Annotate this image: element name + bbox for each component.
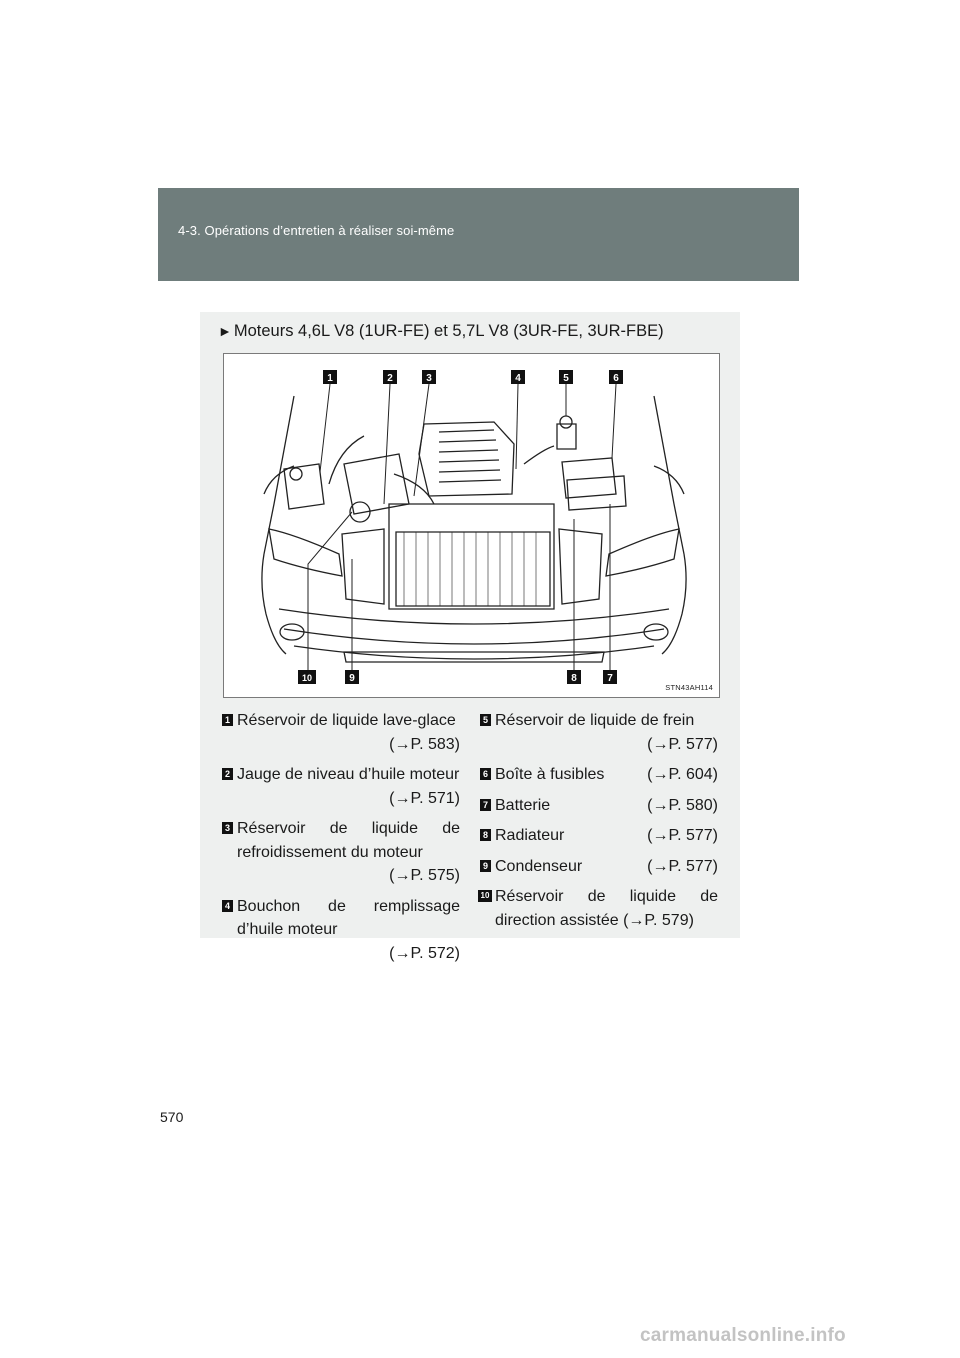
legend-right-column	[480, 709, 718, 939]
engine-drawing	[224, 354, 721, 699]
svg-text:6: 6	[613, 373, 619, 384]
legend-item: 6 Boîte à fusibles (→P. 604)	[480, 763, 718, 787]
item-number-badge: 7	[480, 799, 491, 811]
section-header	[158, 188, 799, 281]
page-reference: (→P. 580)	[647, 796, 718, 814]
page-reference: (→P. 572)	[389, 944, 460, 962]
page-reference: (→P. 579)	[623, 911, 694, 929]
engine-subtitle: ► Moteurs 4,6L V8 (1UR-FE) et 5,7L V8 (3UR-FE, 3UR-FBE)	[218, 322, 664, 340]
page-reference: (→P. 577)	[647, 827, 718, 844]
page-reference: (→P. 571)	[389, 789, 460, 807]
svg-text:9: 9	[349, 673, 355, 684]
legend-item: 3 Réservoir de liquide de refroidissement du moteur (→P. 575)	[222, 817, 460, 888]
svg-text:1: 1	[327, 373, 333, 384]
legend-item: 8 Radiateur (→P. 577)	[480, 824, 718, 848]
page-reference: (→P. 575)	[389, 867, 460, 884]
figure-code: STN43AH114	[665, 683, 713, 692]
page-reference: (→P. 583)	[389, 735, 460, 753]
item-number-badge: 5	[480, 714, 491, 726]
engine-illustration	[223, 353, 720, 698]
svg-text:4: 4	[515, 373, 521, 384]
item-number-badge: 4	[222, 900, 233, 912]
svg-text:5: 5	[563, 373, 569, 384]
svg-text:7: 7	[607, 673, 613, 684]
page-reference: (→P. 604)	[647, 766, 718, 783]
item-number-badge: 8	[480, 829, 491, 841]
legend-item: 1 Réservoir de liquide lave-glace (→P. 583)	[222, 709, 460, 756]
legend-item: 5 Réservoir de liquide de frein (→P. 577)	[480, 709, 718, 756]
item-number-badge: 10	[478, 890, 492, 902]
legend-item: 10 Réservoir de liquide de direction assistée (→P. 579)	[480, 885, 718, 932]
svg-text:2: 2	[387, 373, 393, 384]
item-number-badge: 3	[222, 822, 233, 834]
engine-compartment-box	[200, 312, 740, 962]
pointer-icon: ►	[218, 323, 232, 339]
legend-item: 2 Jauge de niveau d’huile moteur (→P. 571)	[222, 763, 460, 810]
legend-item: 9 Condenseur (→P. 577)	[480, 855, 718, 879]
legend-left-column	[222, 709, 460, 972]
legend-item: 7 Batterie (→P. 580)	[480, 794, 718, 818]
svg-text:8: 8	[571, 673, 577, 684]
page-reference: (→P. 577)	[647, 857, 718, 875]
section-title: 4-3. Opérations d’entretien à réaliser soi-même	[178, 223, 455, 238]
svg-text:10: 10	[301, 673, 313, 683]
site-watermark: carmanualsonline.info	[640, 1325, 846, 1346]
item-number-badge: 2	[222, 768, 233, 780]
item-number-badge: 6	[480, 768, 491, 780]
item-number-badge: 9	[480, 860, 491, 872]
legend-item: 4 Bouchon de remplissage d’huile moteur (→P. 572)	[222, 895, 460, 966]
page-reference: (→P. 577)	[647, 735, 718, 753]
page-number: 570	[160, 1109, 184, 1125]
svg-text:3: 3	[426, 373, 432, 384]
item-number-badge: 1	[222, 714, 233, 726]
